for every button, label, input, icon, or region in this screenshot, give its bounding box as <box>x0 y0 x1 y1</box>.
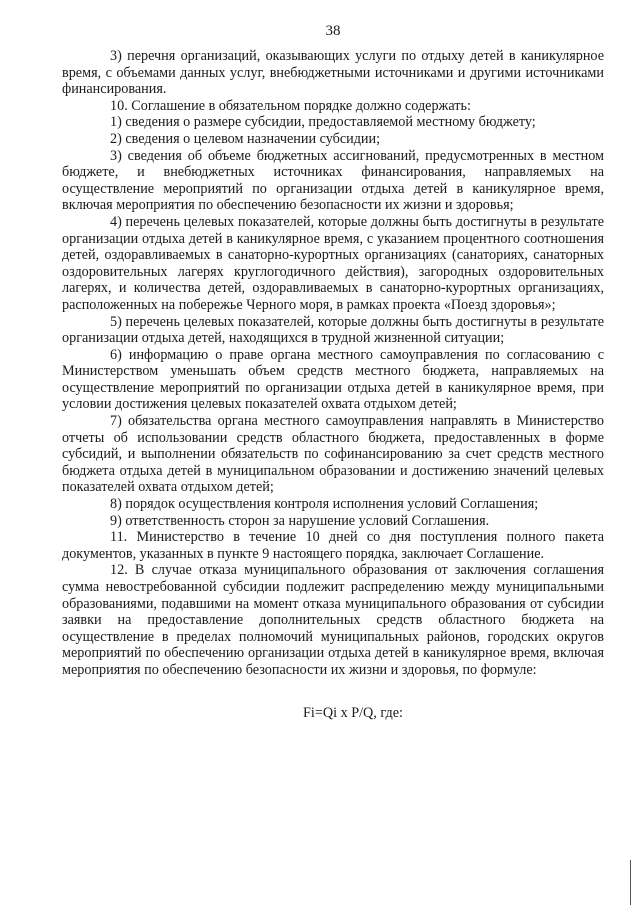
paragraph-9: 7) обязательства органа местного самоуправления направлять в Министерство отчеты об использовании средств областного бюджета, предоставленных в форме субсидий, и выполнении обязательств по софинансированию за счет средств местного бюджета отдыха детей в муниципальном образовании и достижению значений целевых показателей охвата отдыхом детей; <box>62 413 604 496</box>
paragraph-13: 12. В случае отказа муниципального образования от заключения соглашения сумма невостребованной субсидии подлежит распределению между муниципальными образованиями, подавшими на момент отказа муниципального образования от субсидии заявки на предоставление дополнительных средств областного бюджета на осуществление в пределах полномочий муниципальных районов, городских округов мероприятий по обеспечению организации отдыха детей в каникулярное время, включая мероприятия по обеспечению безопасности их жизни и здоровья, по формуле: <box>62 562 604 678</box>
paragraph-4: 2) сведения о целевом назначении субсидии; <box>110 130 381 147</box>
formula: Fi=Qi x P/Q, где: <box>303 704 403 721</box>
paragraph-6: 4) перечень целевых показателей, которые должны быть достигнуты в результате организации отдыха детей в каникулярное время, с указанием процентного соотношения детей, оздоравливаемых в санаторно-курортных организациях (санаториях, санаторных оздоровительных лагерях круглогодичного действия), загородных оздоровительных лагерях, и количества детей, оздоравливаемых в санаторно-курортных организациях, расположенных на побережье Черного моря, в рамках проекта «Поезд здоровья»; <box>62 213 604 313</box>
paragraph-12: 11. Министерство в течение 10 дней со дня поступления полного пакета документов, указанных в пункте 9 настоящего порядка, заключает Соглашение. <box>62 529 604 562</box>
paragraph-11: 9) ответственность сторон за нарушение условий Соглашения. <box>110 512 490 529</box>
scan-edge-line <box>630 860 631 905</box>
page-number: 38 <box>325 23 341 39</box>
paragraph-5: 3) сведения об объеме бюджетных ассигнований, предусмотренных в местном бюджете, и внебюджетных источниках финансирования, направляемых на осуществление мероприятий по организации отдыха детей в каникулярное время, включая мероприятия по обеспечению безопасности их жизни и здоровья; <box>62 147 604 214</box>
paragraph-2: 10. Соглашение в обязательном порядке должно содержать: <box>110 97 471 114</box>
paragraph-3: 1) сведения о размере субсидии, предоставляемой местному бюджету; <box>110 114 536 131</box>
paragraph-7: 5) перечень целевых показателей, которые должны быть достигнуты в результате организации отдыха детей, находящихся в трудной жизненной ситуации; <box>62 313 604 347</box>
paragraph-8: 6) информацию о праве органа местного самоуправления по согласованию с Министерством уменьшать объем средств местного бюджета, направляемых на осуществление мероприятий по организации отдыха детей в каникулярное время, при условии достижения целевых показателей охвата отдыхом детей; <box>62 346 604 413</box>
paragraph-10: 8) порядок осуществления контроля исполнения условий Соглашения; <box>110 496 539 513</box>
paragraph-1: 3) перечня организаций, оказывающих услуги по отдыху детей в каникулярное время, с объемами данных услуг, внебюджетными источниками и другими источниками финансирования. <box>62 48 604 98</box>
